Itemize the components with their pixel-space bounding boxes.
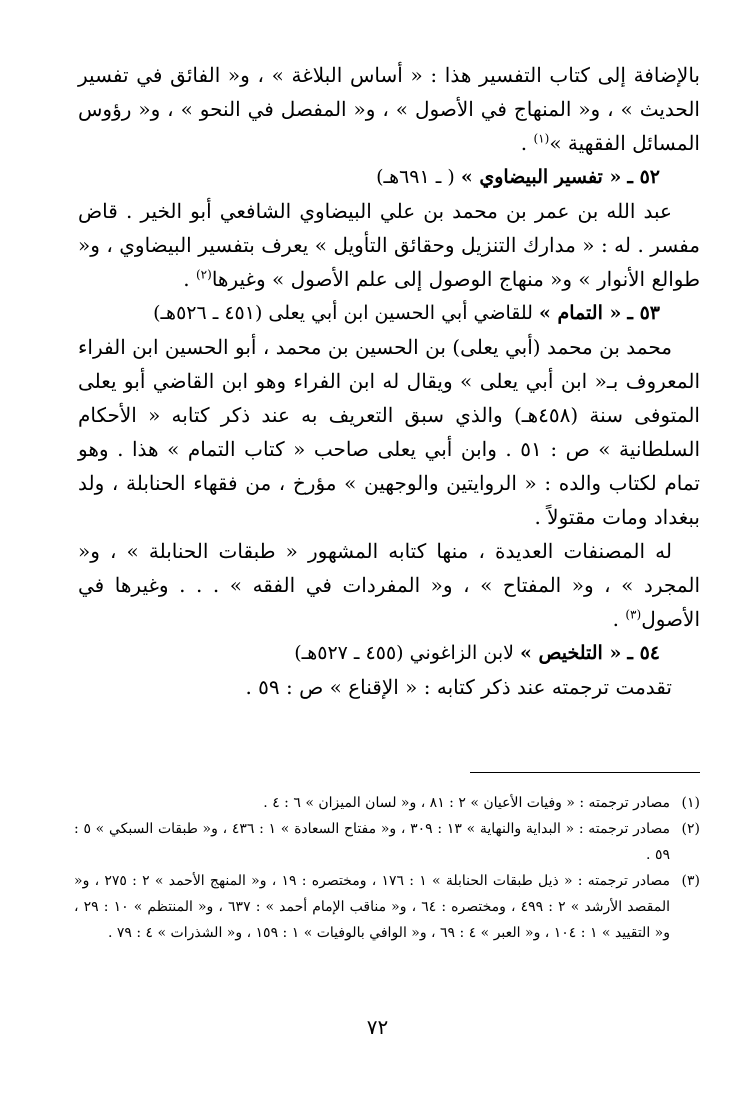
footnote-2 bbox=[74, 816, 700, 868]
paragraph-ibn-abi-yala: محمد بن محمد (أبي يعلى) بن الحسين بن محمد ، أبو الحسين ابن الفراء المعروف بـ« ابن أبي يعلى » ويقال له ابن الفراء وهو ابن القاضي أبو يعلى المتوفى سنة (٤٥٨هـ) والذي سبق التعريف به عند ذكر كتابه « الأحكام السلطانية » ص : ٥١ . وابن أبي يعلى صاحب « كتاب التمام » هذا . وهو تمام لكتاب والده : « الروايتين والوجهين » مؤرخ ، من فقهاء الحنابلة ، ولد ببغداد ومات مقتولاً . bbox=[78, 335, 700, 529]
footnote-separator bbox=[470, 772, 700, 773]
footnote-ref-3[interactable]: (٣) bbox=[625, 607, 642, 622]
footnote-text: مصادر ترجمته : « وفيات الأعيان » ٢ : ٨١ ، و« لسان الميزان » ٦ : ٤ . bbox=[263, 795, 670, 811]
paragraph-intro-end: . bbox=[520, 131, 534, 155]
entry-heading-52 bbox=[78, 160, 700, 194]
entry-title-52: « تفسير البيضاوي » bbox=[460, 166, 622, 188]
paragraph-baydawi-end: . bbox=[183, 267, 196, 291]
footnote-text: مصادر ترجمته : « ذيل طبقات الحنابلة » ١ : ١٧٦ ، ومختصره : ١٩ ، و« المنهج الأحمد » ٢ : ٢٧٥ ، و« المقصد الأرشد » ٢ : ٤٩٩ ، ومختصره : ٦٤ ، و« مناقب الإمام أحمد » : ٦٣٧ ، و« المنتظم » ١٠ : ٢٩ ، و« التقييد » ١ : ١٠٤ ، و« العبر » ٤ : ٦٩ ، و« الوافي بالوفيات » ١ : ١٥٩ ، و« الشذرات » ٤ : ٧٩ . bbox=[74, 873, 671, 941]
paragraph-works bbox=[78, 534, 700, 636]
paragraph-intro bbox=[78, 58, 700, 160]
paragraph-works-end: . bbox=[612, 607, 626, 631]
footnote-ref-2[interactable]: (٢) bbox=[195, 267, 212, 282]
footnote-number: (٢) bbox=[681, 821, 700, 837]
entry-number-54: ٥٤ ـ bbox=[627, 642, 660, 664]
entry-date-52: ( ـ ٦٩١هـ) bbox=[376, 166, 461, 188]
footnote-1 bbox=[74, 790, 700, 816]
footnotes bbox=[74, 790, 700, 946]
entry-number-52: ٥٢ ـ bbox=[627, 166, 660, 188]
footnote-number: (١) bbox=[681, 795, 700, 811]
paragraph-zaghuni: تقدمت ترجمته عند ذكر كتابه : « الإقناع » ص : ٥٩ . bbox=[245, 675, 672, 699]
main-text bbox=[78, 58, 700, 704]
footnote-ref-1[interactable]: (١) bbox=[533, 131, 550, 146]
paragraph-baydawi bbox=[78, 194, 700, 296]
footnote-3 bbox=[74, 868, 700, 946]
entry-heading-54 bbox=[78, 636, 700, 670]
entry-author-53: للقاضي أبي الحسين ابن أبي يعلى (٤٥١ ـ ٥٢٦هـ) bbox=[153, 302, 540, 324]
footnote-number: (٣) bbox=[681, 873, 700, 889]
entry-author-54: لابن الزاغوني (٤٥٥ ـ ٥٢٧هـ) bbox=[294, 642, 520, 664]
page-number: ٧٢ bbox=[366, 1015, 389, 1039]
paragraph-baydawi-text: عبد الله بن عمر بن محمد بن علي البيضاوي الشافعي أبو الخير . قاض مفسر . له : « مدارك التنزيل وحقائق التأويل » يعرف بتفسير البيضاوي ، و« طوالع الأنوار » و« منهاج الوصول إلى علم الأصول » وغيرها bbox=[78, 199, 700, 291]
entry-title-54: « التلخيص » bbox=[519, 642, 622, 664]
paragraph-intro-text: بالإضافة إلى كتاب التفسير هذا : « أساس البلاغة » ، و« الفائق في تفسير الحديث » ، و« المنهاج في الأصول » ، و« المفصل في النحو » ، و« رؤوس المسائل الفقهية » bbox=[78, 63, 700, 155]
footnote-text: مصادر ترجمته : « البداية والنهاية » ١٣ : ٣٠٩ ، و« مفتاح السعادة » ١ : ٤٣٦ ، و« طبقات السبكي » ٥ : ٥٩ . bbox=[74, 821, 671, 863]
entry-title-53: « التمام » bbox=[539, 302, 622, 324]
entry-number-53: ٥٣ ـ bbox=[627, 302, 660, 324]
paragraph-works-text: له المصنفات العديدة ، منها كتابه المشهور « طبقات الحنابلة » ، و« المجرد » ، و« المفتاح » ، و« المفردات في الفقه » . . . وغيرها في الأصول bbox=[78, 539, 700, 631]
entry-heading-53 bbox=[78, 296, 700, 330]
